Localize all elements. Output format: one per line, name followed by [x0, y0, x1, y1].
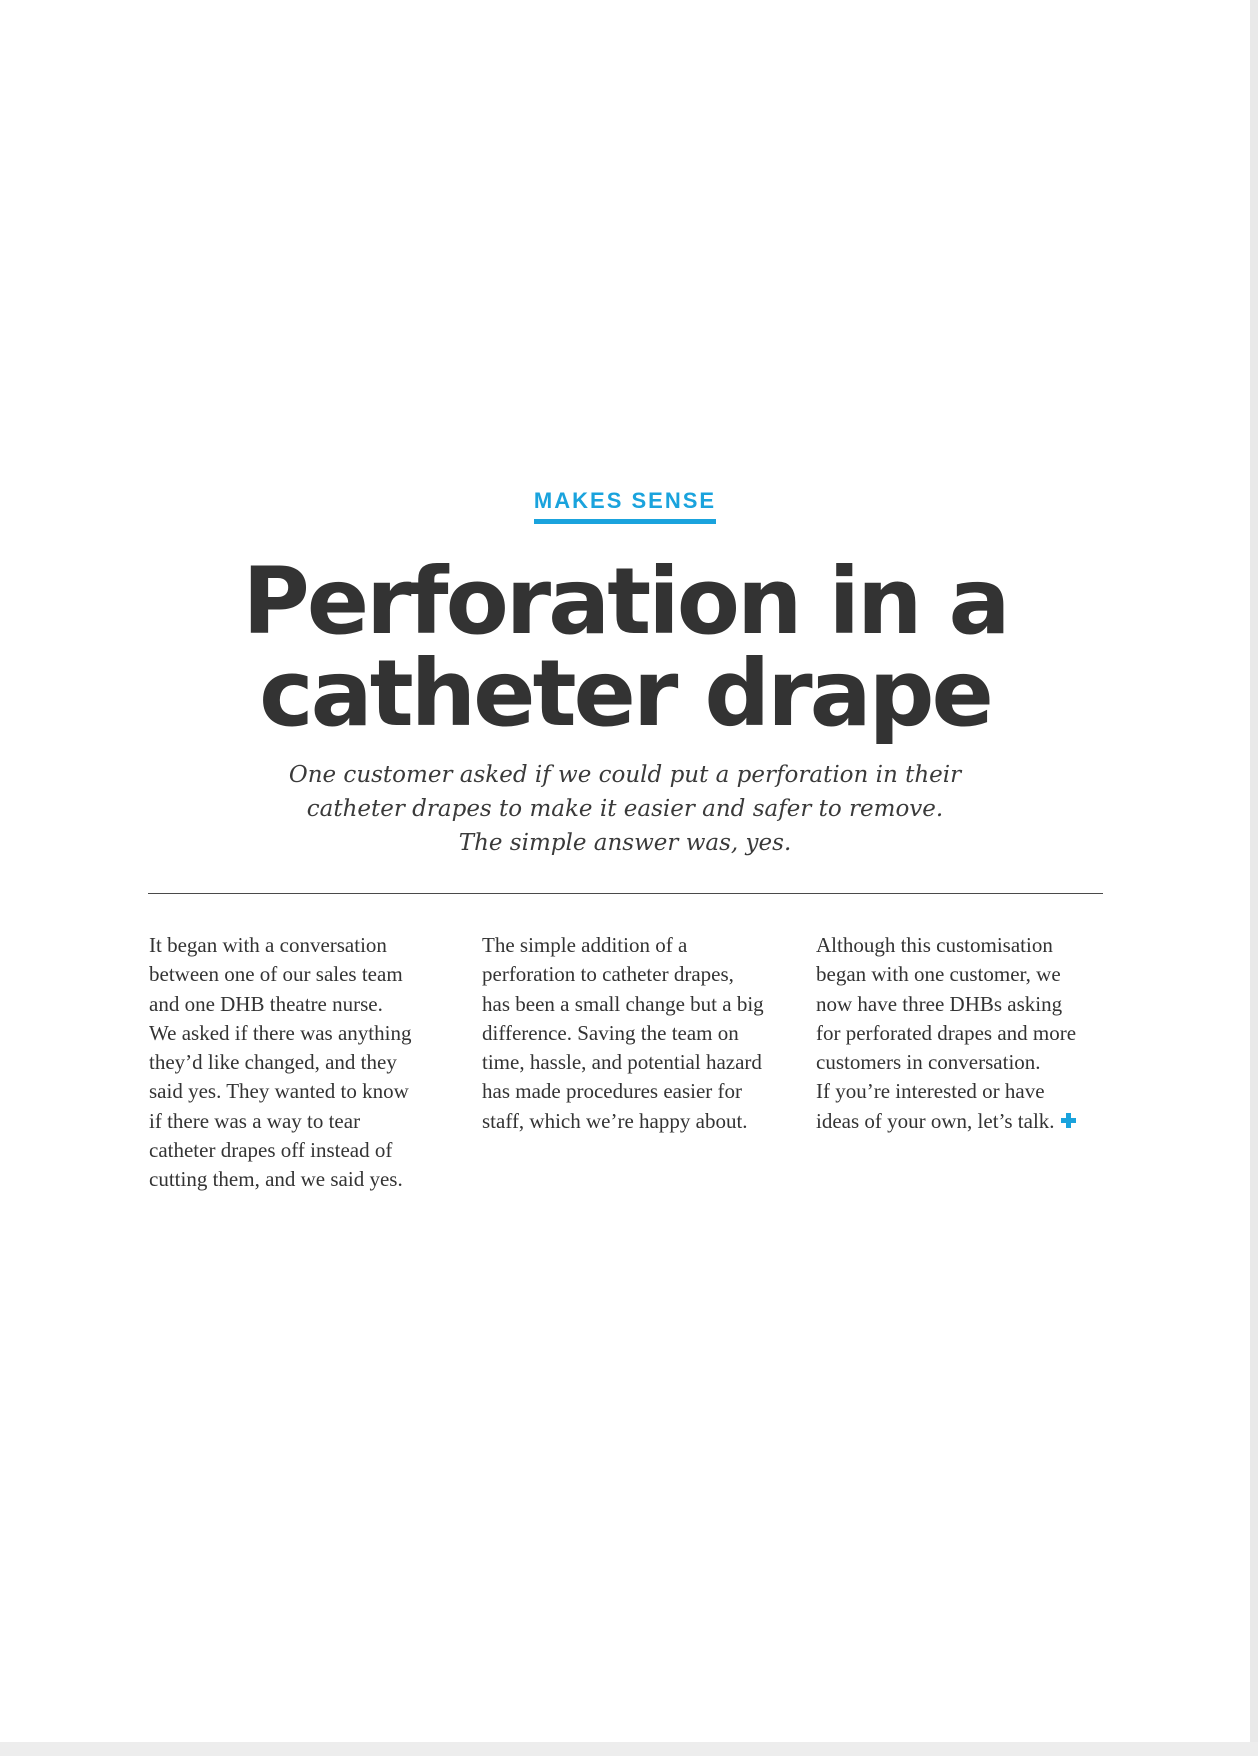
- standfirst-line-3: The simple answer was, yes.: [458, 830, 792, 856]
- body-line: The simple addition of a: [482, 933, 688, 957]
- body-line: has been a small change but a big: [482, 991, 764, 1016]
- title-line-2: catheter drape: [259, 640, 991, 747]
- body-line: ideas of your own, let’s talk.: [816, 1108, 1055, 1133]
- title-line-1: Perforation in a: [242, 548, 1008, 655]
- body-column-1: [149, 931, 449, 1195]
- body-line: If you’re interested or have: [816, 1079, 1045, 1104]
- body-line: has made procedures easier for: [482, 1079, 743, 1104]
- body-line: cutting them, and we said yes.: [149, 1167, 403, 1192]
- standfirst-line-1: One customer asked if we could put a perforation in their: [288, 762, 962, 788]
- body-line: time, hassle, and potential hazard: [482, 1050, 762, 1075]
- body-line: and one DHB theatre nurse.: [149, 991, 383, 1016]
- body-line: they’d like changed, and they: [149, 1050, 397, 1075]
- body-line: between one of our sales team: [149, 962, 403, 987]
- body-line: Although this customisation: [816, 933, 1053, 957]
- body-line: catheter drapes off instead of: [149, 1138, 393, 1163]
- kicker-label: MAKES SENSE: [534, 488, 716, 524]
- divider-rule: [148, 893, 1103, 894]
- section-kicker: [0, 488, 1250, 524]
- page-title: [0, 548, 1250, 747]
- body-line: customers in conversation.: [816, 1050, 1041, 1075]
- body-line: for perforated drapes and more: [816, 1020, 1077, 1045]
- plus-icon: [1061, 1113, 1076, 1128]
- standfirst: [0, 758, 1250, 860]
- body-line: now have three DHBs asking: [816, 991, 1063, 1016]
- body-line: staff, which we’re happy about.: [482, 1108, 748, 1133]
- body-line: We asked if there was anything: [149, 1020, 412, 1045]
- body-column-2: [482, 931, 782, 1136]
- body-line: perforation to catheter drapes,: [482, 962, 734, 987]
- body-column-3: [816, 931, 1116, 1136]
- body-line: It began with a conversation: [149, 933, 387, 957]
- body-line: if there was a way to tear: [149, 1108, 361, 1133]
- body-line: difference. Saving the team on: [482, 1020, 739, 1045]
- body-line-last: [816, 1107, 1116, 1136]
- standfirst-line-2: catheter drapes to make it easier and safer to remove.: [306, 796, 944, 822]
- body-line: said yes. They wanted to know: [149, 1079, 409, 1104]
- page-edge-right: [1250, 0, 1258, 1756]
- page-edge-bottom: [0, 1742, 1258, 1756]
- body-line: began with one customer, we: [816, 962, 1061, 987]
